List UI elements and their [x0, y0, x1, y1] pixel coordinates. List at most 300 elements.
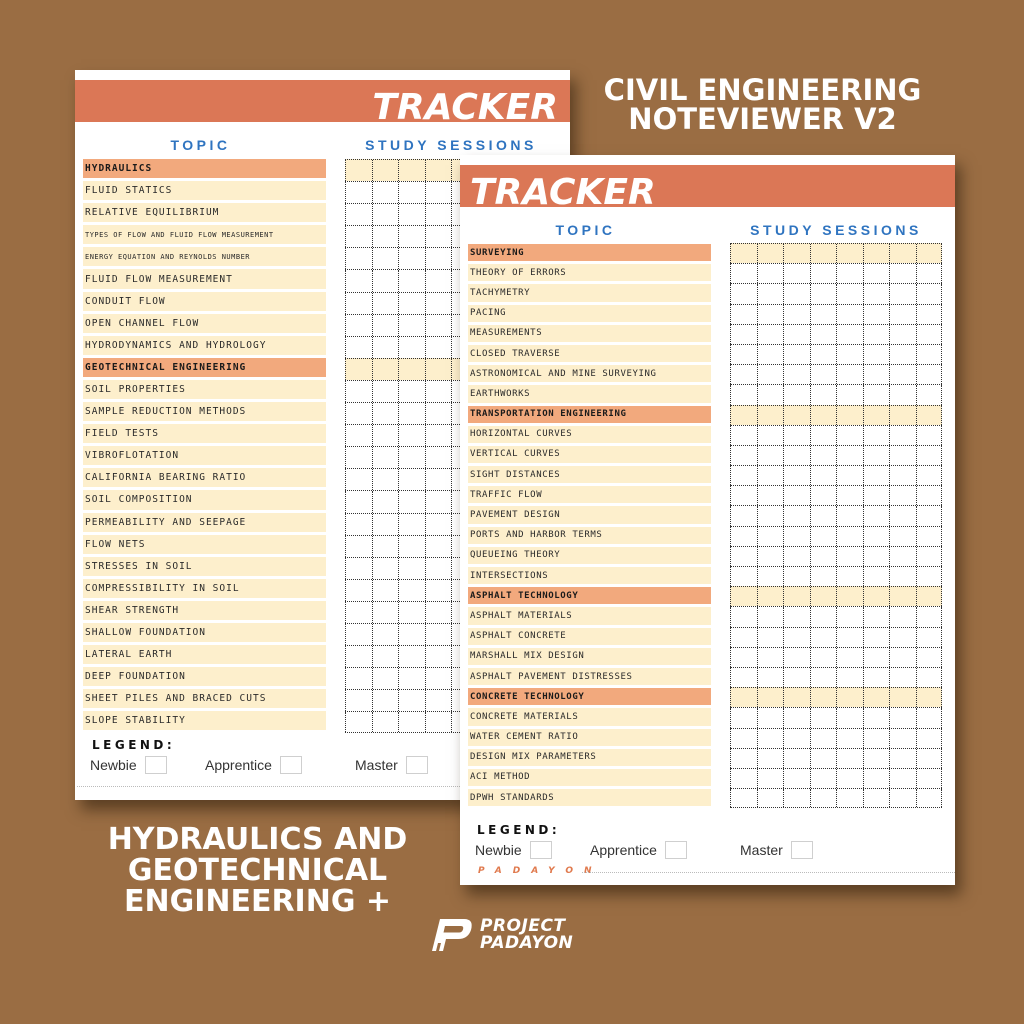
session-cell[interactable] — [730, 729, 757, 748]
session-cell[interactable] — [345, 293, 372, 314]
session-cell[interactable] — [730, 466, 757, 485]
session-cell[interactable] — [916, 486, 943, 505]
session-cell[interactable] — [345, 248, 372, 269]
session-cell[interactable] — [757, 446, 784, 465]
session-cell[interactable] — [916, 305, 943, 324]
session-cell[interactable] — [345, 690, 372, 711]
session-cell[interactable] — [863, 244, 890, 263]
session-cell[interactable] — [810, 668, 837, 687]
session-cell[interactable] — [889, 547, 916, 566]
session-cell[interactable] — [810, 628, 837, 647]
session-cell[interactable] — [863, 749, 890, 768]
session-cell[interactable] — [425, 403, 452, 424]
session-cell[interactable] — [425, 602, 452, 623]
session-cell[interactable] — [730, 769, 757, 788]
session-cell[interactable] — [836, 426, 863, 445]
session-cell[interactable] — [372, 580, 399, 601]
session-cell[interactable] — [863, 668, 890, 687]
session-cell[interactable] — [730, 325, 757, 344]
session-cell[interactable] — [372, 602, 399, 623]
session-cell[interactable] — [889, 769, 916, 788]
session-cell[interactable] — [730, 708, 757, 727]
session-cell[interactable] — [863, 406, 890, 425]
session-cell[interactable] — [783, 284, 810, 303]
session-cell[interactable] — [836, 567, 863, 586]
session-cell[interactable] — [425, 293, 452, 314]
session-cell[interactable] — [783, 648, 810, 667]
session-cell[interactable] — [757, 406, 784, 425]
session-cell[interactable] — [783, 325, 810, 344]
session-cell[interactable] — [916, 446, 943, 465]
session-cell[interactable] — [345, 447, 372, 468]
session-cell[interactable] — [757, 688, 784, 707]
session-cell[interactable] — [372, 514, 399, 535]
session-cell[interactable] — [398, 160, 425, 181]
session-cell[interactable] — [889, 264, 916, 283]
session-cell[interactable] — [810, 688, 837, 707]
session-cell[interactable] — [810, 547, 837, 566]
session-cell[interactable] — [425, 624, 452, 645]
session-cell[interactable] — [810, 527, 837, 546]
session-cell[interactable] — [345, 425, 372, 446]
session-cell[interactable] — [372, 248, 399, 269]
session-cell[interactable] — [916, 648, 943, 667]
session-cell[interactable] — [730, 284, 757, 303]
session-cell[interactable] — [889, 446, 916, 465]
session-cell[interactable] — [916, 385, 943, 404]
session-cell[interactable] — [398, 248, 425, 269]
session-cell[interactable] — [889, 244, 916, 263]
session-cell[interactable] — [836, 486, 863, 505]
session-cell[interactable] — [757, 648, 784, 667]
session-cell[interactable] — [730, 688, 757, 707]
session-cell[interactable] — [757, 506, 784, 525]
session-cell[interactable] — [916, 406, 943, 425]
session-cell[interactable] — [730, 749, 757, 768]
session-cell[interactable] — [889, 729, 916, 748]
session-cell[interactable] — [889, 345, 916, 364]
session-cell[interactable] — [345, 160, 372, 181]
session-cell[interactable] — [810, 466, 837, 485]
session-cell[interactable] — [398, 491, 425, 512]
session-cell[interactable] — [372, 270, 399, 291]
session-cell[interactable] — [916, 244, 943, 263]
session-cell[interactable] — [889, 628, 916, 647]
session-cell[interactable] — [836, 506, 863, 525]
session-cell[interactable] — [810, 729, 837, 748]
session-cell[interactable] — [730, 547, 757, 566]
apprentice-checkbox[interactable] — [665, 841, 687, 859]
session-cell[interactable] — [757, 708, 784, 727]
session-cell[interactable] — [863, 567, 890, 586]
session-cell[interactable] — [889, 406, 916, 425]
session-cell[interactable] — [345, 491, 372, 512]
session-cell[interactable] — [398, 580, 425, 601]
session-cell[interactable] — [345, 514, 372, 535]
session-cell[interactable] — [836, 446, 863, 465]
session-cell[interactable] — [757, 486, 784, 505]
session-cell[interactable] — [863, 628, 890, 647]
session-cell[interactable] — [372, 293, 399, 314]
session-cell[interactable] — [916, 668, 943, 687]
session-cell[interactable] — [398, 403, 425, 424]
session-cell[interactable] — [757, 607, 784, 626]
session-cell[interactable] — [757, 789, 784, 807]
session-cell[interactable] — [372, 690, 399, 711]
session-cell[interactable] — [836, 406, 863, 425]
session-cell[interactable] — [757, 385, 784, 404]
session-cell[interactable] — [889, 305, 916, 324]
session-cell[interactable] — [863, 446, 890, 465]
session-cell[interactable] — [372, 337, 399, 358]
session-cell[interactable] — [783, 527, 810, 546]
session-cell[interactable] — [889, 749, 916, 768]
session-cell[interactable] — [730, 486, 757, 505]
session-cell[interactable] — [810, 648, 837, 667]
session-cell[interactable] — [916, 527, 943, 546]
session-cell[interactable] — [398, 514, 425, 535]
session-cell[interactable] — [372, 381, 399, 402]
session-cell[interactable] — [863, 729, 890, 748]
session-cell[interactable] — [836, 587, 863, 606]
session-cell[interactable] — [398, 204, 425, 225]
session-cell[interactable] — [836, 789, 863, 807]
session-cell[interactable] — [783, 264, 810, 283]
session-cell[interactable] — [836, 708, 863, 727]
session-cell[interactable] — [345, 204, 372, 225]
session-cell[interactable] — [783, 365, 810, 384]
session-cell[interactable] — [425, 204, 452, 225]
session-cell[interactable] — [398, 293, 425, 314]
session-cell[interactable] — [836, 648, 863, 667]
session-cell[interactable] — [425, 315, 452, 336]
session-cell[interactable] — [836, 527, 863, 546]
session-cell[interactable] — [425, 248, 452, 269]
session-cell[interactable] — [757, 264, 784, 283]
session-cell[interactable] — [783, 708, 810, 727]
session-cell[interactable] — [783, 749, 810, 768]
session-cell[interactable] — [398, 668, 425, 689]
session-cell[interactable] — [916, 365, 943, 384]
session-cell[interactable] — [398, 359, 425, 380]
session-cell[interactable] — [916, 506, 943, 525]
session-cell[interactable] — [345, 536, 372, 557]
session-cell[interactable] — [425, 425, 452, 446]
session-cell[interactable] — [757, 628, 784, 647]
session-cell[interactable] — [863, 587, 890, 606]
session-cell[interactable] — [889, 688, 916, 707]
session-cell[interactable] — [889, 587, 916, 606]
session-cell[interactable] — [757, 729, 784, 748]
session-cell[interactable] — [810, 244, 837, 263]
session-cell[interactable] — [810, 789, 837, 807]
session-cell[interactable] — [372, 624, 399, 645]
session-cell[interactable] — [863, 305, 890, 324]
session-cell[interactable] — [863, 506, 890, 525]
session-cell[interactable] — [345, 646, 372, 667]
session-cell[interactable] — [757, 769, 784, 788]
session-cell[interactable] — [345, 624, 372, 645]
session-cell[interactable] — [810, 567, 837, 586]
session-cell[interactable] — [810, 284, 837, 303]
session-cell[interactable] — [730, 607, 757, 626]
session-cell[interactable] — [810, 426, 837, 445]
session-cell[interactable] — [783, 466, 810, 485]
session-cell[interactable] — [783, 628, 810, 647]
session-cell[interactable] — [345, 337, 372, 358]
session-cell[interactable] — [810, 446, 837, 465]
session-cell[interactable] — [398, 646, 425, 667]
session-cell[interactable] — [783, 547, 810, 566]
session-cell[interactable] — [889, 506, 916, 525]
session-cell[interactable] — [345, 403, 372, 424]
session-cell[interactable] — [916, 607, 943, 626]
session-cell[interactable] — [345, 226, 372, 247]
session-cell[interactable] — [425, 580, 452, 601]
session-cell[interactable] — [757, 305, 784, 324]
session-cell[interactable] — [810, 365, 837, 384]
session-cell[interactable] — [836, 345, 863, 364]
session-cell[interactable] — [425, 469, 452, 490]
session-cell[interactable] — [425, 182, 452, 203]
session-cell[interactable] — [345, 712, 372, 732]
session-cell[interactable] — [757, 466, 784, 485]
session-cell[interactable] — [889, 567, 916, 586]
session-cell[interactable] — [916, 688, 943, 707]
session-cell[interactable] — [425, 690, 452, 711]
session-cell[interactable] — [783, 305, 810, 324]
session-cell[interactable] — [783, 506, 810, 525]
session-cell[interactable] — [863, 426, 890, 445]
session-cell[interactable] — [730, 244, 757, 263]
session-cell[interactable] — [398, 712, 425, 732]
session-cell[interactable] — [783, 688, 810, 707]
session-cell[interactable] — [783, 446, 810, 465]
session-cell[interactable] — [730, 648, 757, 667]
session-cell[interactable] — [810, 607, 837, 626]
session-cell[interactable] — [425, 447, 452, 468]
session-cell[interactable] — [372, 491, 399, 512]
session-cell[interactable] — [757, 345, 784, 364]
session-cell[interactable] — [757, 527, 784, 546]
session-cell[interactable] — [398, 425, 425, 446]
session-cell[interactable] — [425, 646, 452, 667]
session-cell[interactable] — [372, 668, 399, 689]
session-cell[interactable] — [757, 426, 784, 445]
session-cell[interactable] — [425, 270, 452, 291]
session-cell[interactable] — [345, 580, 372, 601]
session-cell[interactable] — [810, 749, 837, 768]
session-cell[interactable] — [863, 284, 890, 303]
session-cell[interactable] — [889, 708, 916, 727]
session-cell[interactable] — [863, 345, 890, 364]
session-cell[interactable] — [836, 264, 863, 283]
session-cell[interactable] — [730, 426, 757, 445]
session-cell[interactable] — [863, 466, 890, 485]
session-cell[interactable] — [730, 527, 757, 546]
session-cell[interactable] — [730, 789, 757, 807]
session-cell[interactable] — [425, 514, 452, 535]
session-cell[interactable] — [783, 607, 810, 626]
session-cell[interactable] — [425, 359, 452, 380]
session-cell[interactable] — [783, 668, 810, 687]
session-cell[interactable] — [730, 506, 757, 525]
session-cell[interactable] — [730, 446, 757, 465]
session-cell[interactable] — [398, 182, 425, 203]
session-cell[interactable] — [372, 359, 399, 380]
session-cell[interactable] — [425, 558, 452, 579]
session-cell[interactable] — [730, 668, 757, 687]
session-cell[interactable] — [836, 668, 863, 687]
apprentice-checkbox[interactable] — [280, 756, 302, 774]
session-cell[interactable] — [783, 567, 810, 586]
session-cell[interactable] — [345, 602, 372, 623]
session-cell[interactable] — [398, 624, 425, 645]
session-cell[interactable] — [345, 359, 372, 380]
session-cell[interactable] — [398, 381, 425, 402]
session-cell[interactable] — [836, 607, 863, 626]
session-cell[interactable] — [810, 486, 837, 505]
session-cell[interactable] — [730, 345, 757, 364]
session-cell[interactable] — [372, 469, 399, 490]
session-cell[interactable] — [889, 426, 916, 445]
session-cell[interactable] — [783, 486, 810, 505]
session-cell[interactable] — [889, 607, 916, 626]
session-cell[interactable] — [836, 305, 863, 324]
session-cell[interactable] — [863, 365, 890, 384]
session-cell[interactable] — [425, 668, 452, 689]
session-cell[interactable] — [730, 365, 757, 384]
session-cell[interactable] — [730, 406, 757, 425]
session-cell[interactable] — [889, 365, 916, 384]
session-cell[interactable] — [398, 602, 425, 623]
session-cell[interactable] — [398, 226, 425, 247]
session-cell[interactable] — [863, 385, 890, 404]
session-cell[interactable] — [916, 547, 943, 566]
session-cell[interactable] — [916, 284, 943, 303]
session-cell[interactable] — [889, 466, 916, 485]
session-cell[interactable] — [836, 547, 863, 566]
session-cell[interactable] — [372, 425, 399, 446]
session-cell[interactable] — [863, 527, 890, 546]
session-cell[interactable] — [398, 690, 425, 711]
session-cell[interactable] — [810, 406, 837, 425]
session-cell[interactable] — [916, 264, 943, 283]
session-cell[interactable] — [730, 628, 757, 647]
master-checkbox[interactable] — [791, 841, 813, 859]
session-cell[interactable] — [863, 547, 890, 566]
session-cell[interactable] — [345, 668, 372, 689]
session-cell[interactable] — [916, 466, 943, 485]
session-cell[interactable] — [730, 305, 757, 324]
session-cell[interactable] — [836, 769, 863, 788]
session-cell[interactable] — [836, 325, 863, 344]
session-cell[interactable] — [425, 226, 452, 247]
session-cell[interactable] — [730, 385, 757, 404]
session-cell[interactable] — [783, 789, 810, 807]
session-cell[interactable] — [836, 466, 863, 485]
session-cell[interactable] — [916, 769, 943, 788]
session-cell[interactable] — [345, 469, 372, 490]
session-cell[interactable] — [916, 426, 943, 445]
session-cell[interactable] — [783, 769, 810, 788]
session-cell[interactable] — [783, 587, 810, 606]
session-cell[interactable] — [863, 688, 890, 707]
session-cell[interactable] — [757, 365, 784, 384]
session-cell[interactable] — [810, 305, 837, 324]
session-cell[interactable] — [398, 315, 425, 336]
session-cell[interactable] — [916, 789, 943, 807]
session-cell[interactable] — [889, 527, 916, 546]
session-cell[interactable] — [889, 486, 916, 505]
session-cell[interactable] — [425, 160, 452, 181]
session-cell[interactable] — [836, 749, 863, 768]
session-cell[interactable] — [783, 426, 810, 445]
session-cell[interactable] — [372, 182, 399, 203]
session-cell[interactable] — [889, 325, 916, 344]
session-cell[interactable] — [889, 648, 916, 667]
session-cell[interactable] — [757, 668, 784, 687]
session-cell[interactable] — [757, 547, 784, 566]
session-cell[interactable] — [730, 264, 757, 283]
session-cell[interactable] — [425, 381, 452, 402]
session-cell[interactable] — [863, 789, 890, 807]
session-cell[interactable] — [730, 567, 757, 586]
session-cell[interactable] — [810, 345, 837, 364]
session-cell[interactable] — [863, 607, 890, 626]
session-cell[interactable] — [398, 469, 425, 490]
session-cell[interactable] — [889, 668, 916, 687]
session-cell[interactable] — [810, 385, 837, 404]
session-cell[interactable] — [916, 345, 943, 364]
session-cell[interactable] — [345, 315, 372, 336]
session-cell[interactable] — [372, 447, 399, 468]
session-cell[interactable] — [425, 536, 452, 557]
session-cell[interactable] — [372, 160, 399, 181]
session-cell[interactable] — [863, 769, 890, 788]
session-cell[interactable] — [916, 749, 943, 768]
session-cell[interactable] — [863, 264, 890, 283]
session-cell[interactable] — [889, 284, 916, 303]
session-cell[interactable] — [757, 749, 784, 768]
session-cell[interactable] — [889, 789, 916, 807]
session-cell[interactable] — [398, 536, 425, 557]
session-cell[interactable] — [916, 729, 943, 748]
session-cell[interactable] — [836, 729, 863, 748]
session-cell[interactable] — [372, 558, 399, 579]
session-cell[interactable] — [757, 244, 784, 263]
session-cell[interactable] — [372, 536, 399, 557]
session-cell[interactable] — [863, 325, 890, 344]
session-cell[interactable] — [916, 587, 943, 606]
session-cell[interactable] — [372, 646, 399, 667]
session-cell[interactable] — [757, 325, 784, 344]
session-cell[interactable] — [916, 325, 943, 344]
newbie-checkbox[interactable] — [145, 756, 167, 774]
session-cell[interactable] — [810, 587, 837, 606]
session-cell[interactable] — [757, 587, 784, 606]
session-cell[interactable] — [836, 284, 863, 303]
session-cell[interactable] — [757, 567, 784, 586]
session-cell[interactable] — [836, 365, 863, 384]
session-cell[interactable] — [836, 628, 863, 647]
session-cell[interactable] — [863, 708, 890, 727]
session-cell[interactable] — [398, 558, 425, 579]
session-cell[interactable] — [916, 708, 943, 727]
session-cell[interactable] — [810, 769, 837, 788]
session-cell[interactable] — [836, 244, 863, 263]
session-cell[interactable] — [916, 567, 943, 586]
